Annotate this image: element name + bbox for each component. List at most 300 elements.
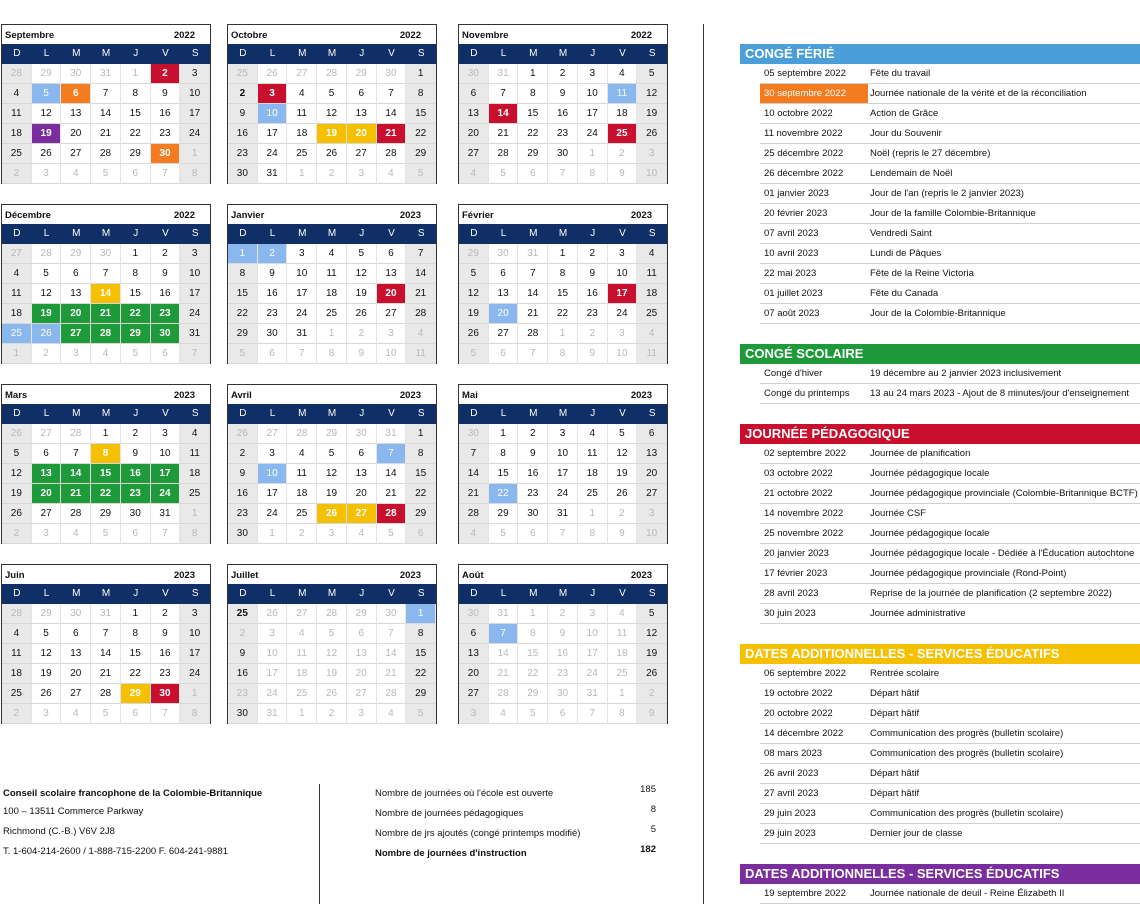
- section-row: [760, 804, 1140, 824]
- day-cell: 2: [151, 244, 181, 264]
- day-cell: 5: [459, 264, 489, 284]
- section-row: [760, 304, 1140, 324]
- day-cell: 17: [578, 644, 608, 664]
- section-row: [760, 124, 1140, 144]
- day-cell: 3: [32, 524, 62, 544]
- week-row: [2, 124, 210, 144]
- row-description: Communication des progrès (bulletin scolaire): [870, 808, 1064, 819]
- day-cell: 1: [180, 504, 210, 524]
- day-cell: 8: [608, 704, 638, 724]
- day-cell: 4: [377, 704, 407, 724]
- day-cell: 17: [258, 124, 288, 144]
- day-cell: 29: [121, 684, 151, 704]
- day-cell: 13: [61, 104, 91, 124]
- month-name: Décembre: [5, 210, 51, 221]
- day-cell: 28: [61, 424, 91, 444]
- day-cell: 10: [151, 444, 181, 464]
- row-date: 02 septembre 2022: [764, 448, 846, 459]
- day-cell: 15: [548, 284, 578, 304]
- day-cell: 18: [2, 124, 32, 144]
- day-cell: 26: [2, 424, 32, 444]
- week-row: [2, 484, 210, 504]
- day-cell: 3: [61, 344, 91, 364]
- day-cell: 2: [578, 324, 608, 344]
- org-name: Conseil scolaire francophone de la Colombie-Britannique: [3, 788, 263, 799]
- day-cell: 15: [121, 104, 151, 124]
- day-cell: 31: [518, 244, 548, 264]
- week-row: [459, 284, 667, 304]
- day-cell: 14: [91, 644, 121, 664]
- day-cell: 1: [548, 324, 578, 344]
- row-description: Reprise de la journée de planification (2 septembre 2022): [870, 588, 1112, 599]
- day-cell: 8: [518, 624, 548, 644]
- weekday-label: S: [648, 48, 656, 59]
- day-cell: 27: [258, 424, 288, 444]
- day-cell: 6: [459, 624, 489, 644]
- row-description: Action de Grâce: [870, 108, 939, 119]
- day-cell: 19: [637, 644, 667, 664]
- row-description: Journée pédagogique locale: [870, 468, 990, 479]
- day-cell: 7: [151, 704, 181, 724]
- day-cell: 30: [151, 324, 181, 344]
- day-cell: 17: [180, 644, 210, 664]
- day-cell: 2: [121, 424, 151, 444]
- day-cell: 12: [32, 104, 62, 124]
- day-cell: 1: [287, 704, 317, 724]
- day-cell: 28: [287, 424, 317, 444]
- day-cell: 5: [347, 244, 377, 264]
- week-row: [459, 64, 667, 84]
- section-row: [760, 824, 1140, 844]
- day-cell: 4: [608, 64, 638, 84]
- day-cell: 16: [548, 104, 578, 124]
- week-row: [459, 704, 667, 724]
- row-description: Journée pédagogique provinciale (Rond-Point): [870, 568, 1067, 579]
- day-cell: 22: [489, 484, 519, 504]
- day-cell: 14: [91, 104, 121, 124]
- day-grid: [459, 604, 667, 724]
- week-row: [228, 664, 436, 684]
- day-cell: 25: [287, 684, 317, 704]
- day-cell: 8: [180, 524, 210, 544]
- row-date: 07 août 2023: [764, 308, 820, 319]
- day-cell: 3: [548, 424, 578, 444]
- day-cell: 30: [377, 604, 407, 624]
- day-cell: 4: [578, 424, 608, 444]
- day-cell: 7: [151, 164, 181, 184]
- day-cell: 12: [317, 104, 347, 124]
- day-cell: 9: [548, 624, 578, 644]
- weekday-label: D: [13, 228, 21, 239]
- month-janvier: [227, 204, 437, 364]
- day-cell: 27: [32, 424, 62, 444]
- day-cell: 23: [151, 124, 181, 144]
- month-name: Novembre: [462, 30, 509, 41]
- day-cell: 18: [180, 464, 210, 484]
- row-date: Congé d'hiver: [764, 368, 823, 379]
- day-cell: 4: [347, 524, 377, 544]
- day-cell: 21: [91, 304, 121, 324]
- day-cell: 5: [2, 444, 32, 464]
- weekday-label: J: [590, 228, 596, 239]
- day-cell: 8: [406, 444, 436, 464]
- day-cell: 24: [151, 484, 181, 504]
- day-cell: 1: [518, 604, 548, 624]
- month-year: 2022: [173, 210, 195, 221]
- weekday-header: [459, 224, 667, 244]
- day-cell: 25: [608, 124, 638, 144]
- weekday-label: J: [359, 228, 365, 239]
- day-cell: 28: [317, 604, 347, 624]
- month-name: Août: [462, 570, 484, 581]
- day-grid: [228, 64, 436, 184]
- day-cell: 30: [518, 504, 548, 524]
- day-cell: 19: [317, 664, 347, 684]
- day-cell: 30: [228, 164, 258, 184]
- day-cell: 21: [91, 124, 121, 144]
- section-row: [760, 364, 1140, 384]
- day-cell: 17: [258, 664, 288, 684]
- day-cell: 7: [377, 444, 407, 464]
- row-description: Jour de l'an (repris le 2 janvier 2023): [870, 188, 1024, 199]
- row-description: Noël (repris le 27 décembre): [870, 148, 991, 159]
- day-cell: 3: [258, 624, 288, 644]
- section-row: [760, 464, 1140, 484]
- row-date: 27 avril 2023: [764, 788, 819, 799]
- day-cell: 5: [91, 524, 121, 544]
- row-description: Fête du Canada: [870, 288, 939, 299]
- day-cell: 4: [459, 524, 489, 544]
- month-header: [2, 25, 210, 44]
- day-cell: 13: [637, 444, 667, 464]
- weekday-label: M: [529, 408, 538, 419]
- day-cell: 3: [347, 704, 377, 724]
- day-cell: 5: [32, 84, 62, 104]
- day-cell: 29: [406, 504, 436, 524]
- weekday-label: V: [619, 408, 626, 419]
- row-description: Vendredi Saint: [870, 228, 932, 239]
- week-row: [228, 344, 436, 364]
- day-cell: 29: [121, 144, 151, 164]
- day-cell: 23: [151, 304, 181, 324]
- day-cell: 10: [180, 264, 210, 284]
- day-cell: 12: [32, 284, 62, 304]
- row-description: Journée pédagogique locale: [870, 528, 990, 539]
- weekday-label: L: [269, 228, 276, 239]
- day-cell: 3: [287, 244, 317, 264]
- org-phone: T. 1-604-214-2600 / 1-888-715-2200 F. 604-241-9881: [3, 846, 228, 857]
- day-cell: 31: [258, 704, 288, 724]
- month-août: [458, 564, 668, 724]
- day-cell: 2: [317, 704, 347, 724]
- day-cell: 8: [406, 624, 436, 644]
- day-cell: 4: [2, 624, 32, 644]
- day-cell: 2: [317, 164, 347, 184]
- day-cell: 12: [459, 284, 489, 304]
- month-mars: [1, 384, 211, 544]
- day-cell: 30: [121, 504, 151, 524]
- day-cell: 27: [61, 324, 91, 344]
- day-cell: 29: [347, 64, 377, 84]
- day-cell: 7: [518, 264, 548, 284]
- day-cell: 16: [258, 284, 288, 304]
- section-title: CONGÉ SCOLAIRE: [740, 344, 1140, 364]
- day-cell: 21: [459, 484, 489, 504]
- day-cell: 24: [608, 304, 638, 324]
- day-cell: 4: [61, 704, 91, 724]
- day-cell: 21: [377, 664, 407, 684]
- day-cell: 12: [2, 464, 32, 484]
- weekday-label: L: [43, 588, 50, 599]
- weekday-header: [2, 584, 210, 604]
- row-description: Fête de la Reine Victoria: [870, 268, 974, 279]
- section-row: [760, 684, 1140, 704]
- day-cell: 4: [287, 84, 317, 104]
- weekday-header: [459, 44, 667, 64]
- day-cell: 2: [32, 344, 62, 364]
- day-cell: 27: [489, 324, 519, 344]
- week-row: [2, 644, 210, 664]
- day-cell: 9: [608, 524, 638, 544]
- section-title: DATES ADDITIONNELLES - SERVICES ÉDUCATIFS: [740, 644, 1140, 664]
- day-cell: 18: [287, 484, 317, 504]
- weekday-header: [459, 404, 667, 424]
- day-cell: 20: [377, 284, 407, 304]
- day-cell: 28: [317, 64, 347, 84]
- row-description: Rentrée scolaire: [870, 668, 940, 679]
- weekday-label: M: [327, 408, 337, 419]
- day-cell: 27: [347, 684, 377, 704]
- weekday-label: M: [558, 408, 568, 419]
- week-row: [2, 84, 210, 104]
- weekday-label: V: [162, 48, 169, 59]
- day-grid: [2, 424, 210, 544]
- weekday-label: V: [162, 588, 169, 599]
- stat-label: Nombre de jrs ajoutés (congé printemps modifié): [375, 828, 581, 839]
- week-row: [2, 264, 210, 284]
- row-date: 10 avril 2023: [764, 248, 819, 259]
- weekday-label: D: [13, 48, 21, 59]
- day-cell: 24: [578, 124, 608, 144]
- day-cell: 18: [608, 644, 638, 664]
- weekday-label: S: [417, 48, 425, 59]
- weekday-header: [2, 224, 210, 244]
- day-cell: 4: [637, 244, 667, 264]
- day-cell: 28: [518, 324, 548, 344]
- week-row: [459, 104, 667, 124]
- day-cell: 19: [32, 664, 62, 684]
- weekday-label: M: [529, 228, 538, 239]
- day-grid: [459, 424, 667, 544]
- day-cell: 11: [180, 444, 210, 464]
- week-row: [228, 484, 436, 504]
- row-description: Lundi de Pâques: [870, 248, 942, 259]
- week-row: [228, 304, 436, 324]
- day-cell: 14: [518, 284, 548, 304]
- section-row: [760, 584, 1140, 604]
- day-cell: 4: [637, 324, 667, 344]
- month-juin: [1, 564, 211, 724]
- day-cell: 27: [61, 684, 91, 704]
- month-name: Janvier: [231, 210, 265, 221]
- day-cell: 21: [518, 304, 548, 324]
- day-cell: 30: [459, 604, 489, 624]
- row-date: 07 avril 2023: [764, 228, 819, 239]
- section-row: [760, 444, 1140, 464]
- day-cell: 16: [228, 484, 258, 504]
- week-row: [228, 684, 436, 704]
- day-cell: 10: [608, 344, 638, 364]
- day-cell: 31: [91, 604, 121, 624]
- weekday-label: L: [43, 228, 50, 239]
- day-cell: 17: [258, 484, 288, 504]
- day-cell: 9: [121, 444, 151, 464]
- month-octobre: [227, 24, 437, 184]
- week-row: [459, 164, 667, 184]
- day-cell: 31: [258, 164, 288, 184]
- day-cell: 9: [151, 84, 181, 104]
- day-cell: 6: [637, 424, 667, 444]
- day-cell: 2: [2, 524, 32, 544]
- day-cell: 15: [406, 464, 436, 484]
- day-cell: 31: [151, 504, 181, 524]
- day-cell: 30: [61, 604, 91, 624]
- day-cell: 10: [608, 264, 638, 284]
- day-cell: 31: [180, 324, 210, 344]
- day-cell: 7: [459, 444, 489, 464]
- day-cell: 28: [377, 144, 407, 164]
- day-cell: 12: [608, 444, 638, 464]
- day-cell: 23: [228, 504, 258, 524]
- day-cell: 18: [287, 664, 317, 684]
- day-cell: 5: [489, 164, 519, 184]
- day-cell: 13: [377, 264, 407, 284]
- row-description: Lendemain de Noël: [870, 168, 953, 179]
- week-row: [228, 604, 436, 624]
- day-cell: 11: [637, 264, 667, 284]
- week-row: [228, 244, 436, 264]
- day-cell: 21: [489, 124, 519, 144]
- day-cell: 22: [121, 304, 151, 324]
- week-row: [2, 704, 210, 724]
- day-cell: 7: [61, 444, 91, 464]
- row-description: Fête du travail: [870, 68, 931, 79]
- weekday-label: J: [359, 48, 365, 59]
- day-cell: 26: [317, 504, 347, 524]
- section-row: [760, 84, 1140, 104]
- row-date: 20 octobre 2022: [764, 708, 833, 719]
- day-cell: 4: [608, 604, 638, 624]
- day-cell: 10: [578, 624, 608, 644]
- row-description: Journée de planification: [870, 448, 971, 459]
- day-cell: 13: [61, 284, 91, 304]
- row-description: 19 décembre au 2 janvier 2023 inclusivement: [870, 368, 1062, 379]
- day-cell: 6: [489, 344, 519, 364]
- day-cell: 30: [548, 144, 578, 164]
- day-cell: 16: [121, 464, 151, 484]
- day-cell: 25: [228, 64, 258, 84]
- day-cell: 7: [489, 624, 519, 644]
- day-cell: 3: [180, 244, 210, 264]
- footer-divider: [319, 784, 320, 904]
- day-cell: 1: [287, 164, 317, 184]
- day-cell: 8: [518, 84, 548, 104]
- week-row: [228, 284, 436, 304]
- day-cell: 14: [91, 284, 121, 304]
- weekday-label: M: [101, 48, 111, 59]
- week-row: [459, 684, 667, 704]
- day-cell: 30: [548, 684, 578, 704]
- legend-section: [740, 644, 1140, 844]
- day-cell: 25: [2, 144, 32, 164]
- day-cell: 5: [91, 164, 121, 184]
- day-cell: 12: [32, 644, 62, 664]
- row-date: 20 février 2023: [764, 208, 828, 219]
- weekday-label: S: [648, 588, 656, 599]
- day-cell: 13: [32, 464, 62, 484]
- day-cell: 7: [91, 84, 121, 104]
- day-cell: 16: [578, 284, 608, 304]
- day-cell: 19: [608, 464, 638, 484]
- weekday-label: L: [500, 228, 507, 239]
- weekday-label: J: [590, 588, 596, 599]
- day-cell: 30: [459, 424, 489, 444]
- weekday-label: M: [558, 48, 568, 59]
- day-cell: 13: [347, 644, 377, 664]
- section-row: [760, 104, 1140, 124]
- row-description: Jour de la Colombie-Britannique: [870, 308, 1006, 319]
- day-cell: 29: [347, 604, 377, 624]
- day-cell: 16: [518, 464, 548, 484]
- day-cell: 31: [377, 424, 407, 444]
- row-date: 19 septembre 2022: [764, 888, 846, 899]
- day-cell: 2: [608, 504, 638, 524]
- day-cell: 2: [287, 524, 317, 544]
- row-description: Dernier jour de classe: [870, 828, 963, 839]
- week-row: [459, 624, 667, 644]
- weekday-label: M: [72, 228, 81, 239]
- day-cell: 8: [489, 444, 519, 464]
- day-cell: 7: [151, 524, 181, 544]
- day-cell: 7: [548, 164, 578, 184]
- day-cell: 15: [406, 644, 436, 664]
- day-grid: [228, 604, 436, 724]
- day-cell: 15: [518, 104, 548, 124]
- day-grid: [2, 64, 210, 184]
- day-cell: 28: [91, 144, 121, 164]
- weekday-label: J: [359, 588, 365, 599]
- week-row: [459, 644, 667, 664]
- day-cell: 10: [637, 524, 667, 544]
- day-grid: [228, 244, 436, 364]
- day-cell: 26: [637, 664, 667, 684]
- weekday-label: V: [619, 48, 626, 59]
- day-cell: 17: [548, 464, 578, 484]
- weekday-header: [228, 584, 436, 604]
- row-date: 08 mars 2023: [764, 748, 823, 759]
- day-cell: 6: [377, 244, 407, 264]
- day-cell: 18: [2, 304, 32, 324]
- week-row: [228, 624, 436, 644]
- day-cell: 27: [459, 684, 489, 704]
- day-cell: 3: [637, 144, 667, 164]
- week-row: [228, 424, 436, 444]
- row-date: 11 novembre 2022: [764, 128, 843, 139]
- weekday-label: L: [500, 588, 507, 599]
- day-cell: 25: [608, 664, 638, 684]
- day-cell: 3: [578, 604, 608, 624]
- day-cell: 25: [317, 304, 347, 324]
